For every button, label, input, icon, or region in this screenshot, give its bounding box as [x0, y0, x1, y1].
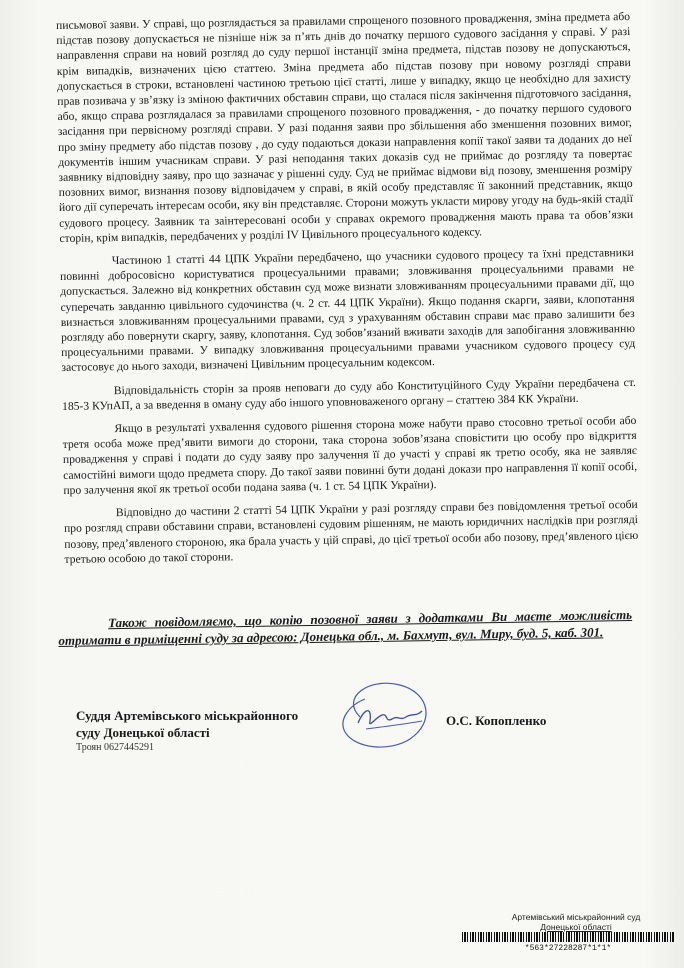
court-stamp: [476, 912, 676, 932]
stamp-line2: Донецької області: [540, 922, 612, 932]
judge-name: О.С. Копопленко: [446, 713, 547, 728]
notice-address: Також повідомляємо, що копію позовної заяви з додатками Ви маєте можливість отримати в приміщенні суду за адресою: Донецька обл., м. Бахмут, вул. Миру, буд. 5, каб. 301.: [58, 606, 633, 648]
judge-title: [76, 707, 336, 741]
paragraph-third-party-consequences: Відповідно до частини 2 статті 54 ЦПК України у разі розгляду справи без повідомлення третьої особи про розгляд справи обставини справи, встановлені судовим рішенням, не мають юридичних наслідків при розгляді позову, пред’явленого стороною, яка брала участь у цій справі, до цієї третьої особи або позову, пред’явленого цією третьою особою до такої сторони.: [63, 498, 639, 566]
phone-line: Троян 0627445291: [76, 742, 154, 753]
document-body: [56, 9, 639, 567]
paragraph-liability: Відповідальність сторін за прояв неповаги до суду або Конституційного Суду України передбачена ст. 185-3 КУпАП, а за введення в оману суду або іншого уповноваженого органу – статтею 384 КК України.: [61, 375, 636, 413]
paragraph-third-party: Якщо в результаті ухвалення судового рішення сторона може набути право стосовно третьої особи або третя особа може пред’явити вимоги до сторони, така сторона зобов’язана сповістити цю особу про відкриття провадження у справі і подати до суду заяву про залучення її до участі у справі як третю особу, яка не заявляє самостійні вимоги щодо предмета спору. До такої заяви повинні бути додані докази про направлення її копії особі, про залучення якої як третьої особи подана заява (ч. 1 ст. 54 ЦПК України).: [62, 414, 638, 497]
judge-title-line2: суду Донецької області: [76, 725, 210, 740]
barcode: [462, 932, 674, 942]
paragraph-abuse-of-rights: Частиною 1 статті 44 ЦПК України передбачено, що учасники судового процесу та їхні представники повинні добросовісно користуватися процесуальними правами; зловживання процесуальними правами не допускається. Залежно від конкретних обставин суд може визнати зловживанням процесуальними правами дії, що суперечать завданню цивільного судочинства (ч. 2 ст. 44 ЦПК України). Якщо подання скарги, заяви, клопотання визнається зловживанням процесуальними правами, суд з урахуванням обставин справи має право залишити без розгляду або повернути скаргу, заяву, клопотання. Суд зобов’язаний вживати заходів для запобігання зловживанню процесуальними правами. У випадку зловживання процесуальними правами учасником судового процесу суд застосовує до нього заходи, визначені Цивільним процесуальним кодексом.: [59, 246, 636, 375]
signature-icon: [330, 677, 440, 757]
paragraph-claim-change: письмової заяви. У справі, що розглядається за правилами спрощеного позовного провадження, зміна предмета або підстав позову допускається не пізніше ніж за п’ять днів до початку першого судового засідання у справі. У разі направлення справи на новий розгляд до суду першої інстанції зміна предмета, підстав позову не допускаються, крім випадків, визначених цією статтею. Зміна предмета або підстав позову при новому розгляді справи допускається в строки, встановлені частиною третьою цієї статті, лише у випадку, якщо це необхідно для захисту прав позивача у зв’язку із зміною фактичних обставин справи, що сталася після закінчення підготовчого засідання, або, якщо справа розглядалася за правилами спрощеного позовного провадження, - до початку першого судового засідання при первісному розгляді справи. У разі подання заяви про збільшення або зменшення позовних вимог, про зміну предмету або підстав позову , до суду подаються докази направлення копії такої заяви та доданих до неї документів іншим учасникам справи. У разі неподання таких доказів суд не приймає до розгляду та повертає заявнику відповідну заяву, про що зазначає у рішенні суду. Суд не приймає відмови від позову, зменшення розміру позовних вимог, визнання позову відповідачем у справі, в якій особу представляє її законний представник, якщо його дії суперечать інтересам особи, яку він представляє. Сторони можуть укласти мирову угоду на будь-якій стадії судового процесу. Заявник та заінтересовані особи у справах окремого провадження мають права та обов’язки сторін, крім випадків, передбачених у розділі IV Цивільного процесуального кодексу.: [56, 9, 634, 245]
stamp-line1: Артемівський міськрайонний суд: [511, 912, 641, 922]
judge-title-line1: Суддя Артемівського міськрайонного: [76, 708, 299, 723]
barcode-number: *563*27228287*1*1*: [524, 944, 612, 953]
